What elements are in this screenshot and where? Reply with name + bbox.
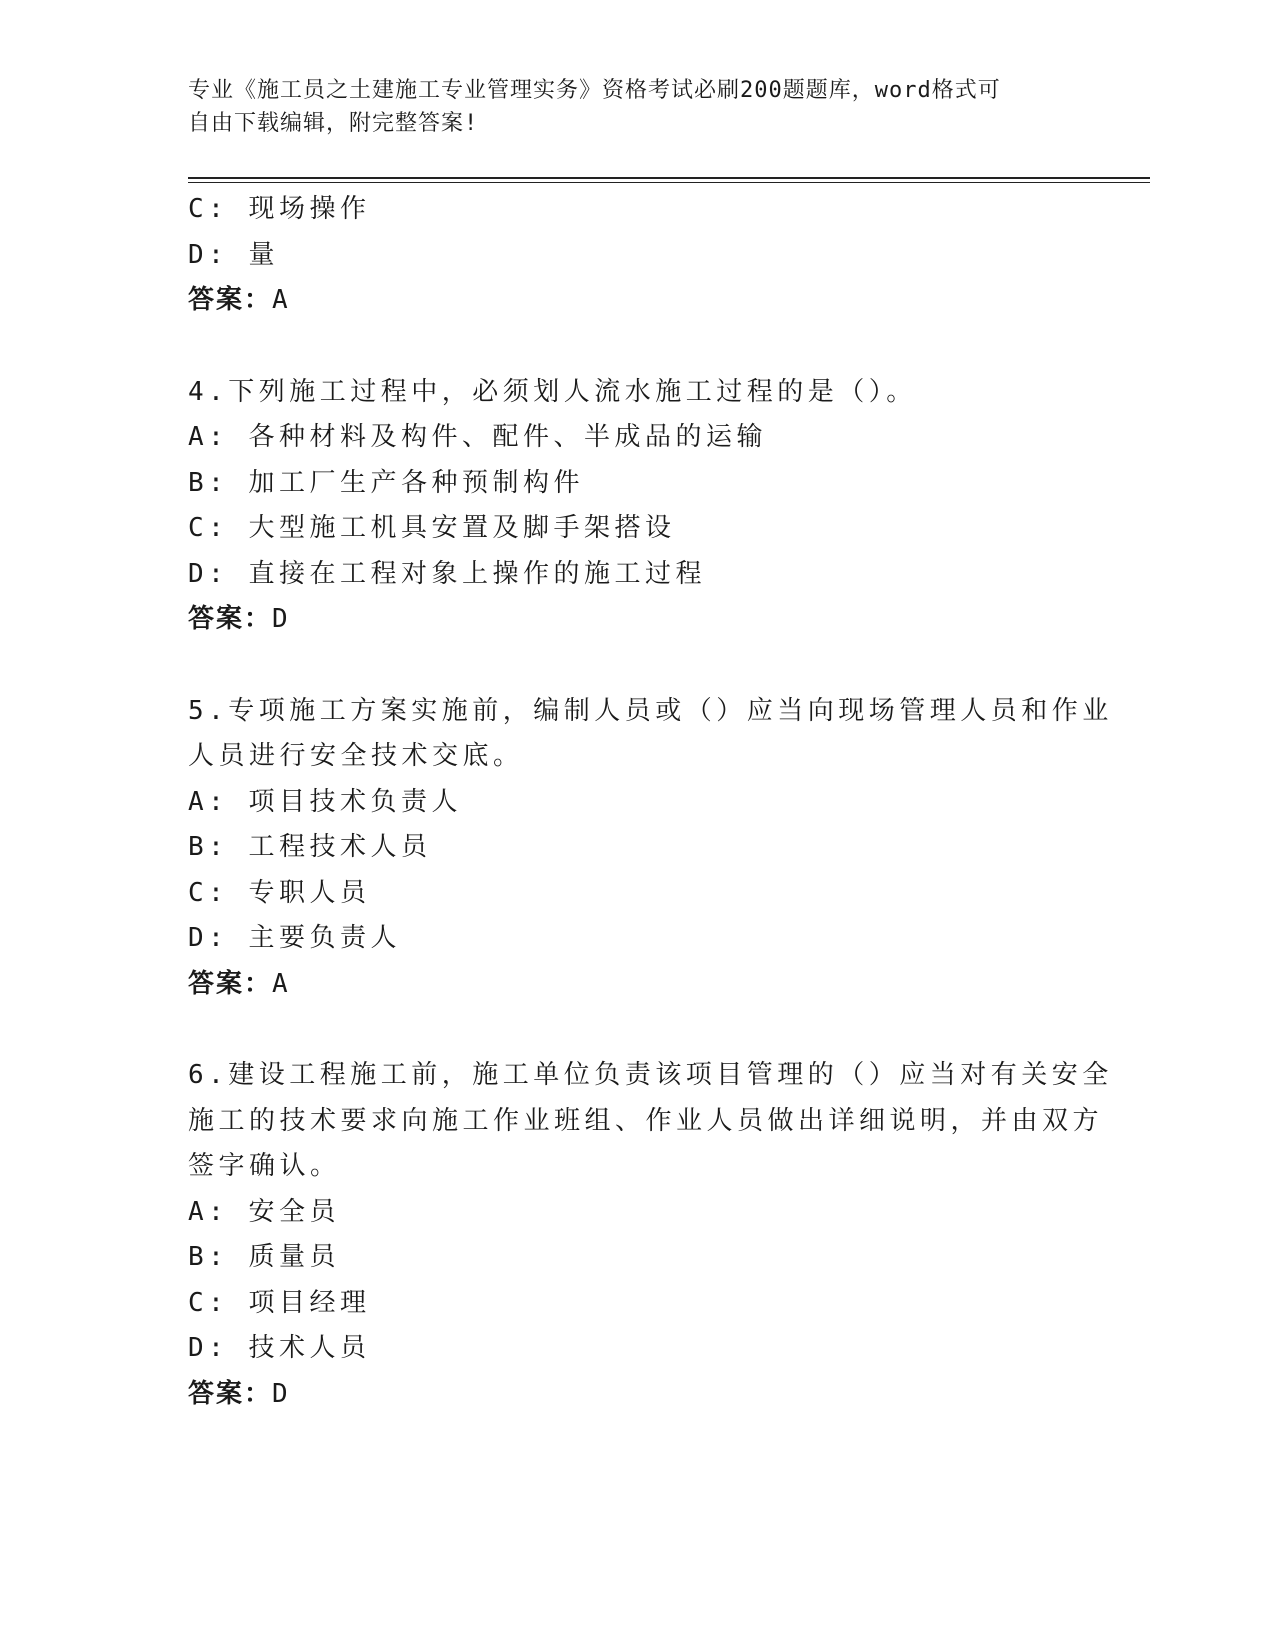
- answer-value: D: [272, 604, 290, 634]
- header-title-line-1: 专业《施工员之土建施工专业管理实务》资格考试必刷200题题库，word格式可: [188, 78, 1001, 103]
- answer-label: 答案：: [188, 285, 273, 315]
- document-header: [188, 74, 1068, 140]
- answer-line: [188, 597, 1068, 643]
- spacer: [188, 1007, 1068, 1053]
- spacer: [188, 324, 1068, 370]
- question-stem-line-1: 5.专项施工方案实施前，编制人员或（）应当向现场管理人员和作业: [188, 695, 1113, 726]
- question-list: [188, 187, 1113, 1417]
- answer-value: A: [272, 285, 290, 315]
- option-d: D: 技术人员: [188, 1333, 371, 1363]
- option-b: B: 质量员: [188, 1242, 340, 1272]
- question-stem-line-1: 6.建设工程施工前，施工单位负责该项目管理的（）应当对有关安全: [188, 1060, 1113, 1090]
- option-b: B: 加工厂生产各种预制构件: [188, 467, 584, 498]
- option-c: C: 现场操作: [188, 194, 371, 224]
- answer-value: D: [272, 1378, 290, 1409]
- answer-label: 答案：: [188, 968, 273, 999]
- option-d: D: 直接在工程对象上操作的施工过程: [188, 558, 706, 589]
- spacer: [188, 643, 1068, 689]
- question-stem: 4.下列施工过程中，必须划人流水施工过程的是（）。: [188, 376, 917, 407]
- answer-label: 答案：: [188, 604, 273, 634]
- answer-line: [188, 278, 1068, 324]
- question-block-6: [188, 1053, 1113, 1417]
- option-c: C: 项目经理: [188, 1287, 371, 1318]
- question-stem-line-2: 施工的技术要求向施工作业班组、作业人员做出详细说明，并由双方: [188, 1105, 1104, 1136]
- header-divider-thick: [188, 177, 1150, 179]
- option-a: A: 各种材料及构件、配件、半成品的运输: [188, 422, 767, 452]
- option-d: D: 量: [188, 239, 279, 270]
- option-b: B: 工程技术人员: [188, 832, 432, 862]
- option-a: A: 项目技术负责人: [188, 786, 462, 817]
- question-block-3-tail: [188, 187, 1068, 324]
- question-stem-line-2: 人员进行安全技术交底。: [188, 741, 524, 771]
- answer-label: 答案：: [188, 1378, 273, 1409]
- question-block-4: [188, 370, 1068, 643]
- question-block-5: [188, 689, 1113, 1008]
- header-title-line-2: 自由下载编辑，附完整答案!: [188, 111, 479, 136]
- answer-line: [188, 1372, 1068, 1418]
- option-a: A: 安全员: [188, 1196, 340, 1227]
- answer-line: [188, 962, 1068, 1008]
- option-c: C: 大型施工机具安置及脚手架搭设: [188, 513, 676, 543]
- option-d: D: 主要负责人: [188, 923, 401, 953]
- question-stem-line-3: 签字确认。: [188, 1151, 341, 1181]
- answer-value: A: [272, 968, 290, 999]
- header-divider-thin: [188, 182, 1150, 183]
- option-c: C: 专职人员: [188, 877, 371, 908]
